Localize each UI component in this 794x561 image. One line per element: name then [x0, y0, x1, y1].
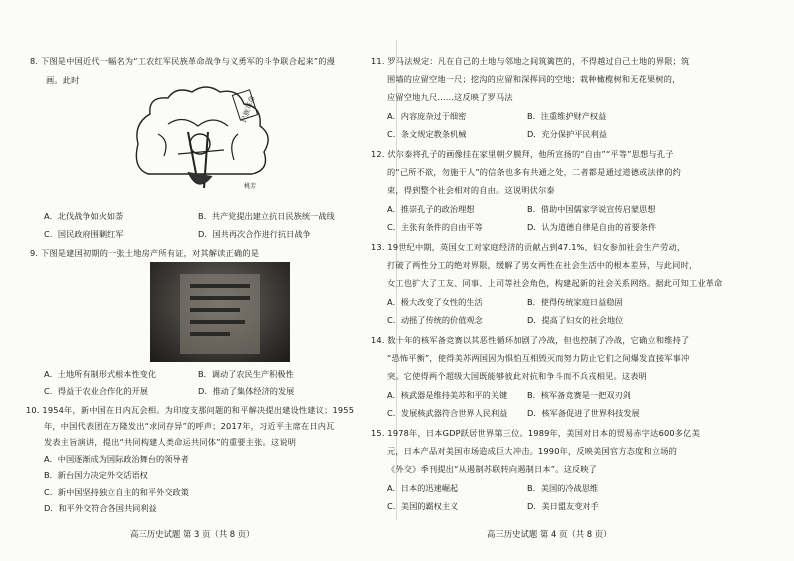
- cartoon-signature: 桃芳: [244, 183, 257, 190]
- q14-option-a[interactable]: A．核武器是维持美苏和平的关键: [387, 390, 508, 400]
- q13-stem-line2: 打破了两性分工的绝对界限，缓解了男女两性在社会生活中的根本差异，与此同时，: [387, 260, 698, 270]
- q10-option-c[interactable]: C．新中国坚持独立自主的和平外交政策: [44, 487, 189, 497]
- q12-stem-line1: 12. 伏尔泰将孔子的画像挂在家里朝夕膜拜，他所宣扬的“自由”“平等”思想与孔子: [371, 149, 674, 159]
- q12-stem-line2: 的“己所不欲，勿施于人”的信条也多有共通之处，二者都是通过道德或法律的约: [387, 167, 682, 177]
- q15-stem-line3: 《外交》季刊提出“从遏制苏联转向遏制日本”。这反映了: [387, 464, 598, 474]
- q8-option-a[interactable]: A．北伐战争如火如荼: [44, 211, 124, 221]
- q11-option-d[interactable]: D．充分保护平民利益: [527, 129, 607, 139]
- q14-option-d[interactable]: D．核军备促进了世界科技发展: [527, 408, 640, 418]
- q11-stem-line3: 应留空地九尺……这反映了罗马法: [387, 92, 513, 102]
- q9-option-c[interactable]: C．得益于农业合作化的开展: [44, 386, 148, 396]
- q9-option-b[interactable]: B．调动了农民生产积极性: [198, 369, 294, 379]
- q12-option-b[interactable]: B．借助中国儒家学说宣传启蒙思想: [527, 204, 656, 214]
- q11-stem-line1: 11. 罗马法规定：凡在自己的土地与邻地之间筑篱笆的，不得越过自己土地的界限；筑: [371, 56, 690, 66]
- q15-stem-line2: 元，日本产品对美国市场造成巨大冲击。1990年，反映美国官方态度和立场的: [387, 446, 678, 456]
- q9-stem: 9. 下图是建国初期的一张土地房产所有证，对其解读正确的是: [30, 248, 260, 258]
- q15-option-b[interactable]: B．美国的冷战思维: [527, 483, 599, 493]
- q13-stem-line3: 女工也扩大了工友、同事、上司等社会角色，构建起新的社会关系网络。据此可知工业革命: [387, 278, 723, 288]
- q12-stem-line3: 束，得到整个社会相对的自由。这说明伏尔泰: [387, 185, 555, 195]
- q8-cartoon: [128, 84, 278, 200]
- q13-option-d[interactable]: D．提高了妇女的社会地位: [527, 315, 624, 325]
- right-page: [371, 0, 794, 561]
- q15-option-a[interactable]: A．日本的迅速崛起: [387, 483, 459, 493]
- q12-option-a[interactable]: A．推崇孔子的政治理想: [387, 204, 475, 214]
- q15-option-c[interactable]: C．美国的霸权主义: [387, 501, 459, 511]
- q13-stem-line1: 13. 19世纪中期，英国女工对家庭经济的贡献占到47.1%，妇女参加社会生产劳动，: [371, 242, 686, 252]
- q13-option-a[interactable]: A．极大改变了女性的生活: [387, 297, 483, 307]
- q12-option-c[interactable]: C．主张有条件的自由平等: [387, 222, 483, 232]
- q11-option-a[interactable]: A．内容庞杂过于细密: [387, 111, 467, 121]
- q10-option-a[interactable]: A．中国逐渐成为国际政治舞台的领导者: [44, 454, 189, 464]
- q10-stem-line3: 发表主旨演讲，提出“共同构建人类命运共同体”的重要主张。这说明: [44, 437, 297, 447]
- q13-option-b[interactable]: B．使得传统家庭日益稳固: [527, 297, 623, 307]
- left-page-footer: 高三历史试题 第 3 页（共 8 页）: [130, 529, 255, 539]
- q8-option-b[interactable]: B．共产党提出建立抗日民族统一战线: [198, 211, 335, 221]
- q14-stem-line1: 14. 数十年的核军备竞赛以其恶性循环加剧了冷战，但也控制了冷战，它确立和维持了: [371, 335, 690, 345]
- right-page-footer: 高三历史试题 第 4 页（共 8 页）: [487, 529, 612, 539]
- q8-stem-line2: 画。此时: [46, 75, 80, 85]
- q13-option-c[interactable]: C．动摇了传统的价值观念: [387, 315, 483, 325]
- q8-stem-line1: 8. 下图是中国近代一幅名为“工农红军民族革命战争与义勇军的斗争联合起来”的漫: [30, 56, 336, 66]
- q15-option-d[interactable]: D．美日盟友变对手: [527, 501, 599, 511]
- q10-stem-line1: 10. 1954年，新中国在日内瓦会相。为印度支那问题的和平解决提出建设性建议；1955: [26, 405, 355, 415]
- q14-option-c[interactable]: C．发展核武器符合世界人民利益: [387, 408, 508, 418]
- q15-stem-line1: 15. 1978年，日本GDP跃居世界第三位。1989年，美国对日本的贸易赤字达600多亿美: [371, 428, 700, 438]
- q8-option-c[interactable]: C．国民政府围剿红军: [44, 229, 124, 239]
- q9-land-certificate-photo: [150, 262, 290, 362]
- q10-option-d[interactable]: D．和平外交符合各国共同利益: [44, 503, 157, 513]
- q11-option-b[interactable]: B．注重维护财产权益: [527, 111, 607, 121]
- cartoon-banner-text: 民族革命: [239, 94, 257, 124]
- q8-option-d[interactable]: D．国共再次合作进行抗日战争: [198, 229, 311, 239]
- q12-option-d[interactable]: D．认为道德自律是自由的首要条件: [527, 222, 657, 232]
- q14-option-b[interactable]: B．核军备竞赛是一把双刃剑: [527, 390, 631, 400]
- q14-stem-line2: “恐怖平衡”，使得美苏两国因为惧怕互相毁灭而努力防止它们之间爆发直接军事冲: [387, 353, 690, 363]
- q10-option-b[interactable]: B．新台国力决定外交话语权: [44, 470, 148, 480]
- q10-stem-line2: 年，中国代表团在万隆发出“求同存异”的呼声；2017年，习近平主席在日内瓦: [44, 421, 335, 431]
- q9-option-d[interactable]: D．推动了集体经济的发展: [198, 386, 295, 396]
- q11-option-c[interactable]: C．条文规定教条机械: [387, 129, 467, 139]
- q9-option-a[interactable]: A．土地所有制形式根本性变化: [44, 369, 157, 379]
- q11-stem-line2: 围墙的应留空地一尺；挖沟的应留和深挥同的空地；栽种橄榄树和无花果树的，: [387, 74, 681, 84]
- q14-stem-line3: 突。它使得两个超级大国既能够彼此对抗和争斗而不兵戎相见。这表明: [387, 371, 648, 381]
